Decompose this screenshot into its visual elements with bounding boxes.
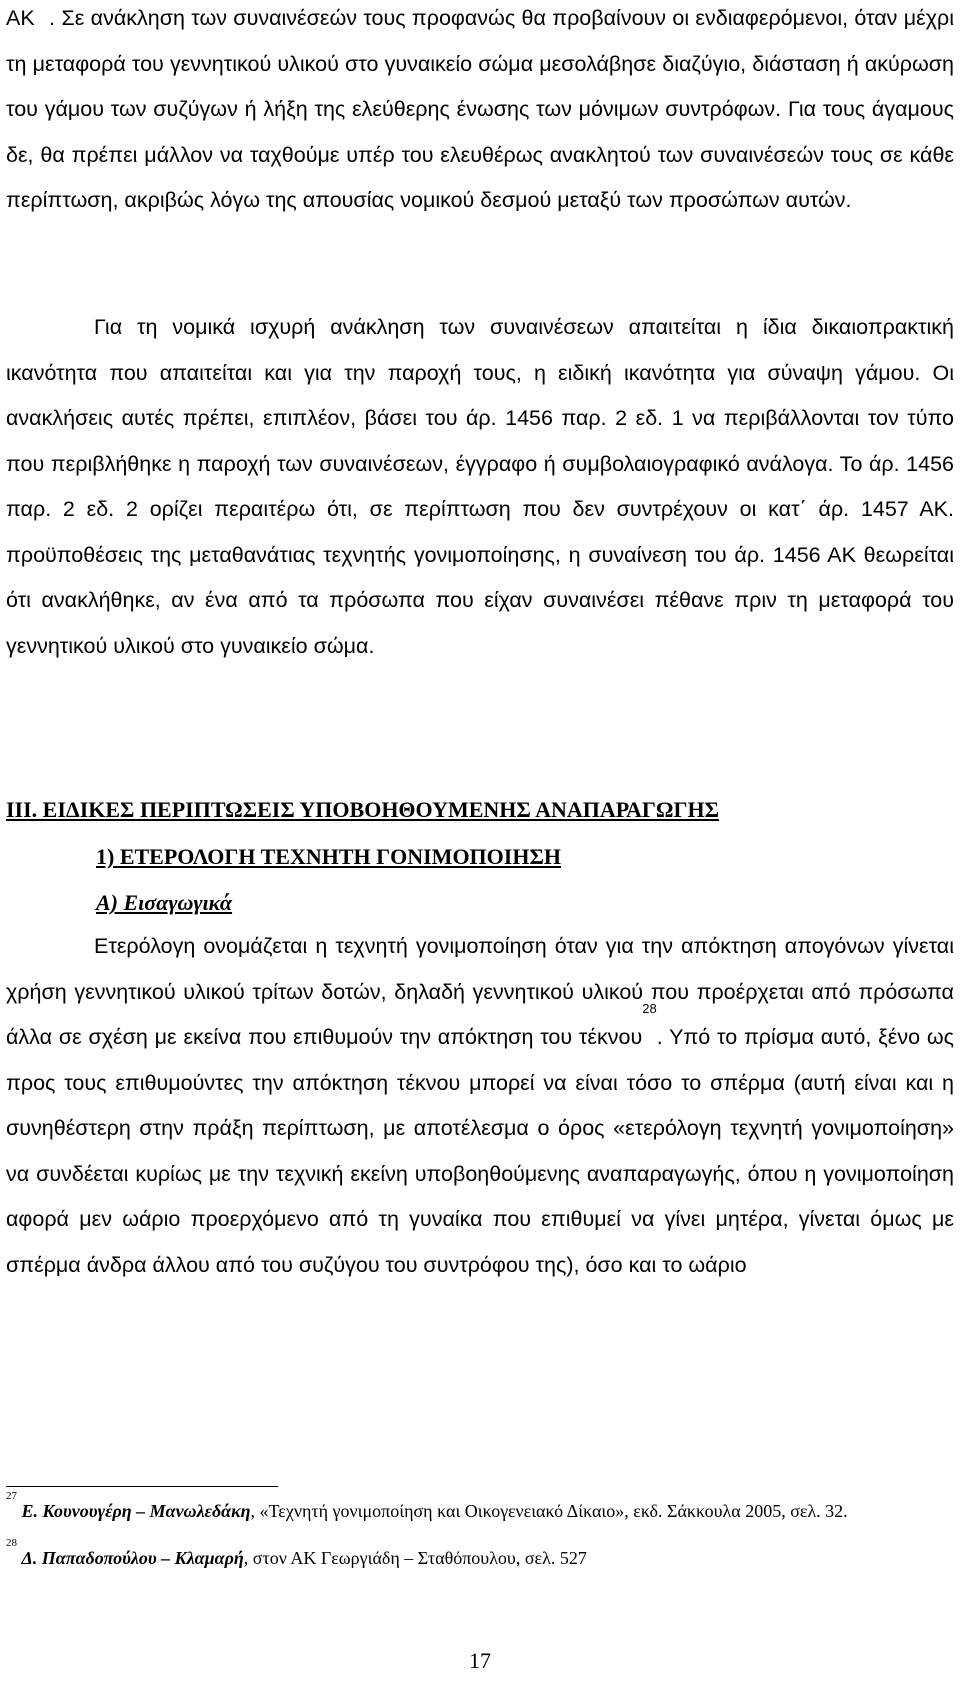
paragraph-3-text-b: . Υπό το πρίσμα αυτό, ξένο ως προς τους επιθυμούντες την απόκτηση τέκνου μπορεί να είναι τόσο το σπέρμα (αυτή είναι και η συνηθέστερη στην πράξη περίπτωση, με αποτέλεσμα ο όρος «ετερόλογη τεχνητή γονιμοποίηση» να συνδέεται κυρίως με την τεχνική εκείνη υποβοηθούμενης αναπαραγωγής, όπου η γονιμοποίηση αφορά μεν ωάριο προερχόμενο από τη γυναίκα που επιθυμεί να γίνει μητέρα, γίνεται όμως με σπέρμα άνδρα άλλου από του συζύγου του συντρόφου της), όσο και το ωάριο — [6, 1025, 954, 1277]
paragraph-1-text: . Σε ανάκληση των συναινέσεών τους προφανώς θα προβαίνουν οι ενδιαφερόμενοι, όταν μέχρι τη μεταφορά του γεννητικού υλικού στο γυναικείο σώμα μεσολάβησε διαζύγιο, διάσταση ή ακύρωση του γάμου των συζύγων ή λήξη της ελεύθερης ένωσης των μόνιμων συντρόφων. Για τους άγαμους δε, θα πρέπει μάλλον να ταχθούμε υπέρ του ελευθέρως ανακλητού των συναινέσεών τους σε κάθε περίπτωση, ακριβώς λόγω της απουσίας νομικού δεσμού μεταξύ των προσώπων αυτών. — [6, 6, 954, 212]
paragraph-3 — [6, 924, 954, 1288]
paragraph-1-lead: ΑΚ — [6, 6, 35, 30]
footnote-28-text: , στον ΑΚ Γεωργιάδη – Σταθόπουλου, σελ. 527 — [243, 1548, 587, 1568]
footnote-27-author: Ε. Κουνουγέρη – Μανωλεδάκη — [21, 1501, 251, 1521]
footnote-28-number: 28 — [6, 1537, 17, 1549]
subsection-heading: 1) ΕΤΕΡΟΛΟΓΗ ΤΕΧΝΗΤΗ ΓΟΝΙΜΟΠΟΙΗΣΗ — [96, 844, 561, 869]
footnote-separator — [6, 1486, 278, 1487]
footnote-27-text: , «Τεχνητή γονιμοποίηση και Οικογενειακό Δίκαιο», εκδ. Σάκκουλα 2005, σελ. 32. — [250, 1501, 848, 1521]
page-number: 17 — [469, 1648, 491, 1673]
footnote-ref-28[interactable]: 28 — [642, 1001, 657, 1016]
paragraph-3-text-a: Ετερόλογη ονομάζεται η τεχνητή γονιμοποίηση όταν για την απόκτηση απογόνων γίνεται χρήση γεννητικού υλικού τρίτων δοτών, δηλαδή γεννητικού υλικού που προέρχεται από πρόσωπα άλλα σε σχέση με εκείνα που επιθυμούν την απόκτηση του τέκνου — [6, 934, 954, 1049]
footnote-28-author: Δ. Παπαδοπούλου – Κλαμαρή — [21, 1548, 244, 1568]
footnote-28 — [6, 1537, 954, 1570]
footnote-27-number: 27 — [6, 1490, 17, 1502]
paragraph-2: Για τη νομικά ισχυρή ανάκληση των συναινέσεων απαιτείται η ίδια δικαιοπρακτική ικανότητα που απαιτείται και για την παροχή τους, η ειδική ικανότητα για σύναψη γάμου. Οι ανακλήσεις αυτές πρέπει, επιπλέον, βάσει του άρ. 1456 παρ. 2 εδ. 1 να περιβάλλονται τον τύπο που περιβλήθηκε η παροχή των συναινέσεων, έγγραφο ή συμβολαιογραφικό ανάλογα. Το άρ. 1456 παρ. 2 εδ. 2 ορίζει περαιτέρω ότι, σε περίπτωση που δεν συντρέχουν οι κατ΄ άρ. 1457 ΑΚ. προϋποθέσεις της μεταθανάτιας τεχνητής γονιμοποίησης, η συναίνεση του άρ. 1456 ΑΚ θεωρείται ότι ανακλήθηκε, αν ένα από τα πρόσωπα που είχαν συναινέσει πέθανε πριν τη μεταφορά του γεννητικού υλικού στο γυναικείο σώμα. — [6, 315, 954, 658]
intro-heading: Α) Εισαγωγικά — [96, 890, 233, 915]
section-heading: ΙΙΙ. ΕΙΔΙΚΕΣ ΠΕΡΙΠΤΩΣΕΙΣ ΥΠΟΒΟΗΘΟΥΜΕΝΗΣ ΑΝΑΠΑΡΑΓΩΓΗΣ — [6, 797, 719, 822]
paragraph-1 — [6, 0, 954, 224]
footnote-27 — [6, 1490, 954, 1523]
